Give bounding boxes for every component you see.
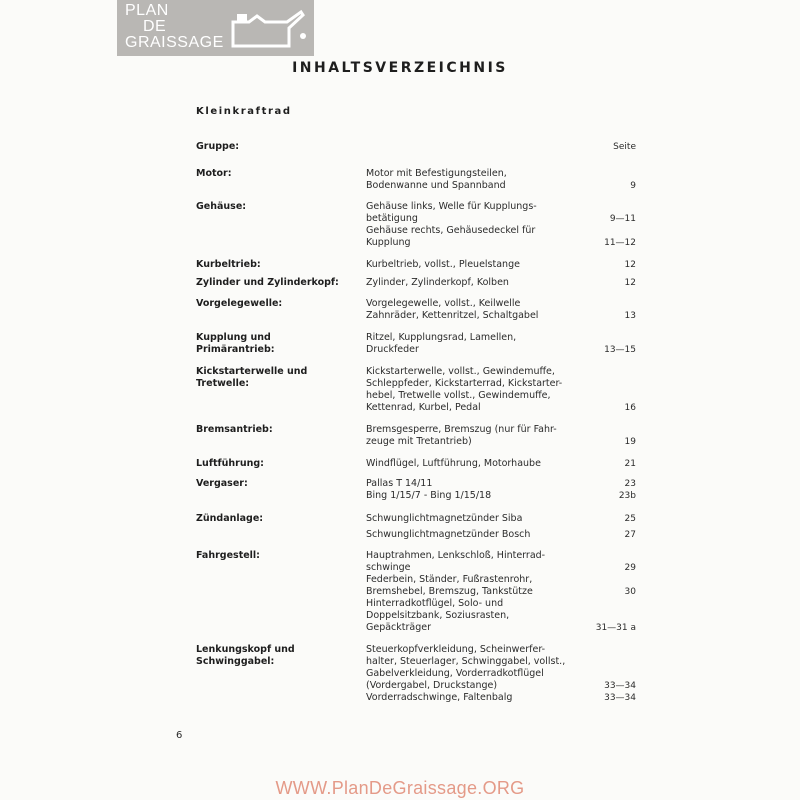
page-vergaser-2: 23b [618, 491, 636, 501]
desc-fahrgestell: Hauptrahmen, Lenkschloß, Hinterrad- schwinge Federbein, Ständer, Fußrastenrohr, Bremshebel, Bremszug, Tankstütze Hinterradkotflügel, Solo- und Doppelsitzbank, Soziusrasten, Gepäckträger [366, 550, 546, 633]
page-zuendanlage-2: 27 [624, 530, 636, 540]
page-bremsantrieb: 19 [624, 437, 636, 447]
desc-zylinder: Zylinder, Zylinderkopf, Kolben [366, 277, 509, 288]
page-fahrgestell-1: 29 [624, 563, 636, 573]
page-lenkungskopf-2: 33—34 [604, 693, 636, 703]
page-lenkungskopf-1: 33—34 [604, 681, 636, 691]
logo-line-3: GRAISSAGE [125, 34, 224, 51]
desc-bremsantrieb: Bremsgesperre, Bremszug (nur für Fahr- zeuge mit Tretantrieb) [366, 424, 557, 447]
page-fahrgestell-3: 31—31 a [595, 623, 636, 633]
group-vergaser: Vergaser: [196, 478, 248, 489]
site-logo [117, 0, 314, 56]
page-gehaeuse-2: 11—12 [604, 238, 636, 248]
page-gehaeuse-1: 9—11 [609, 214, 636, 224]
group-motor: Motor: [196, 168, 232, 179]
logo-text [125, 3, 224, 51]
group-zuendanlage: Zündanlage: [196, 513, 264, 524]
page-luftfuehrung: 21 [624, 459, 636, 469]
group-bremsantrieb: Bremsantrieb: [196, 424, 273, 435]
group-kickstarter: Kickstarterwelle und Tretwelle: [196, 366, 308, 389]
column-header-group: Gruppe: [196, 141, 240, 152]
desc-kupplung: Ritzel, Kupplungsrad, Lamellen, Druckfeder [366, 332, 517, 355]
page-vergaser-1: 23 [624, 479, 636, 489]
watermark-url: WWW.PlanDeGraissage.ORG [275, 778, 525, 798]
group-zylinder: Zylinder und Zylinderkopf: [196, 277, 339, 288]
group-kupplung: Kupplung und Primärantrieb: [196, 332, 275, 355]
page-number: 6 [176, 730, 183, 741]
section-subtitle: Kleinkraftrad [196, 106, 292, 117]
oil-can-icon [227, 6, 307, 50]
group-luftfuehrung: Luftführung: [196, 458, 264, 469]
group-fahrgestell: Fahrgestell: [196, 550, 260, 561]
desc-luftfuehrung: Windflügel, Luftführung, Motorhaube [366, 458, 541, 469]
page-motor: 9 [630, 181, 636, 191]
page-kupplung: 13—15 [604, 345, 636, 355]
page-kickstarter: 16 [624, 403, 636, 413]
desc-lenkungskopf: Steuerkopfverkleidung, Scheinwerfer- halter, Steuerlager, Schwinggabel, vollst., Gabelverkleidung, Vorderradkotflügel (Vordergabel, Druckstange) Vorderradschwinge, Faltenbalg [366, 644, 566, 703]
desc-vorgelegewelle: Vorgelegewelle, vollst., Keilwelle Zahnräder, Kettenritzel, Schaltgabel [366, 298, 539, 321]
desc-gehaeuse: Gehäuse links, Welle für Kupplungs- betätigung Gehäuse rechts, Gehäusedeckel für Kupplung [366, 201, 537, 248]
column-header-page: Seite [613, 142, 636, 152]
page-zuendanlage-1: 25 [624, 514, 636, 524]
desc-kurbeltrieb: Kurbeltrieb, vollst., Pleuelstange [366, 259, 520, 270]
group-kurbeltrieb: Kurbeltrieb: [196, 259, 261, 270]
desc-zuendanlage-1: Schwunglichtmagnetzünder Siba [366, 513, 523, 524]
group-vorgelegewelle: Vorgelegewelle: [196, 298, 283, 309]
page-title: INHALTSVERZEICHNIS [292, 60, 508, 76]
desc-zuendanlage-2: Schwunglichtmagnetzünder Bosch [366, 529, 531, 540]
group-lenkungskopf: Lenkungskopf und Schwinggabel: [196, 644, 295, 667]
page-zylinder: 12 [624, 278, 636, 288]
page-fahrgestell-2: 30 [624, 587, 636, 597]
logo-line-1: PLAN [125, 2, 169, 19]
logo-line-2: DE [143, 18, 167, 35]
desc-vergaser: Pallas T 14/11 Bing 1/15/7 - Bing 1/15/18 [366, 478, 492, 501]
desc-motor: Motor mit Befestigungsteilen, Bodenwanne und Spannband [366, 168, 507, 191]
group-gehaeuse: Gehäuse: [196, 201, 247, 212]
page-kurbeltrieb: 12 [624, 260, 636, 270]
page-vorgelegewelle: 13 [624, 311, 636, 321]
desc-kickstarter: Kickstarterwelle, vollst., Gewindemuffe, Schleppfeder, Kickstarterrad, Kickstarter- hebel, Tretwelle vollst., Gewindemuffe, Kettenrad, Kurbel, Pedal [366, 366, 563, 413]
